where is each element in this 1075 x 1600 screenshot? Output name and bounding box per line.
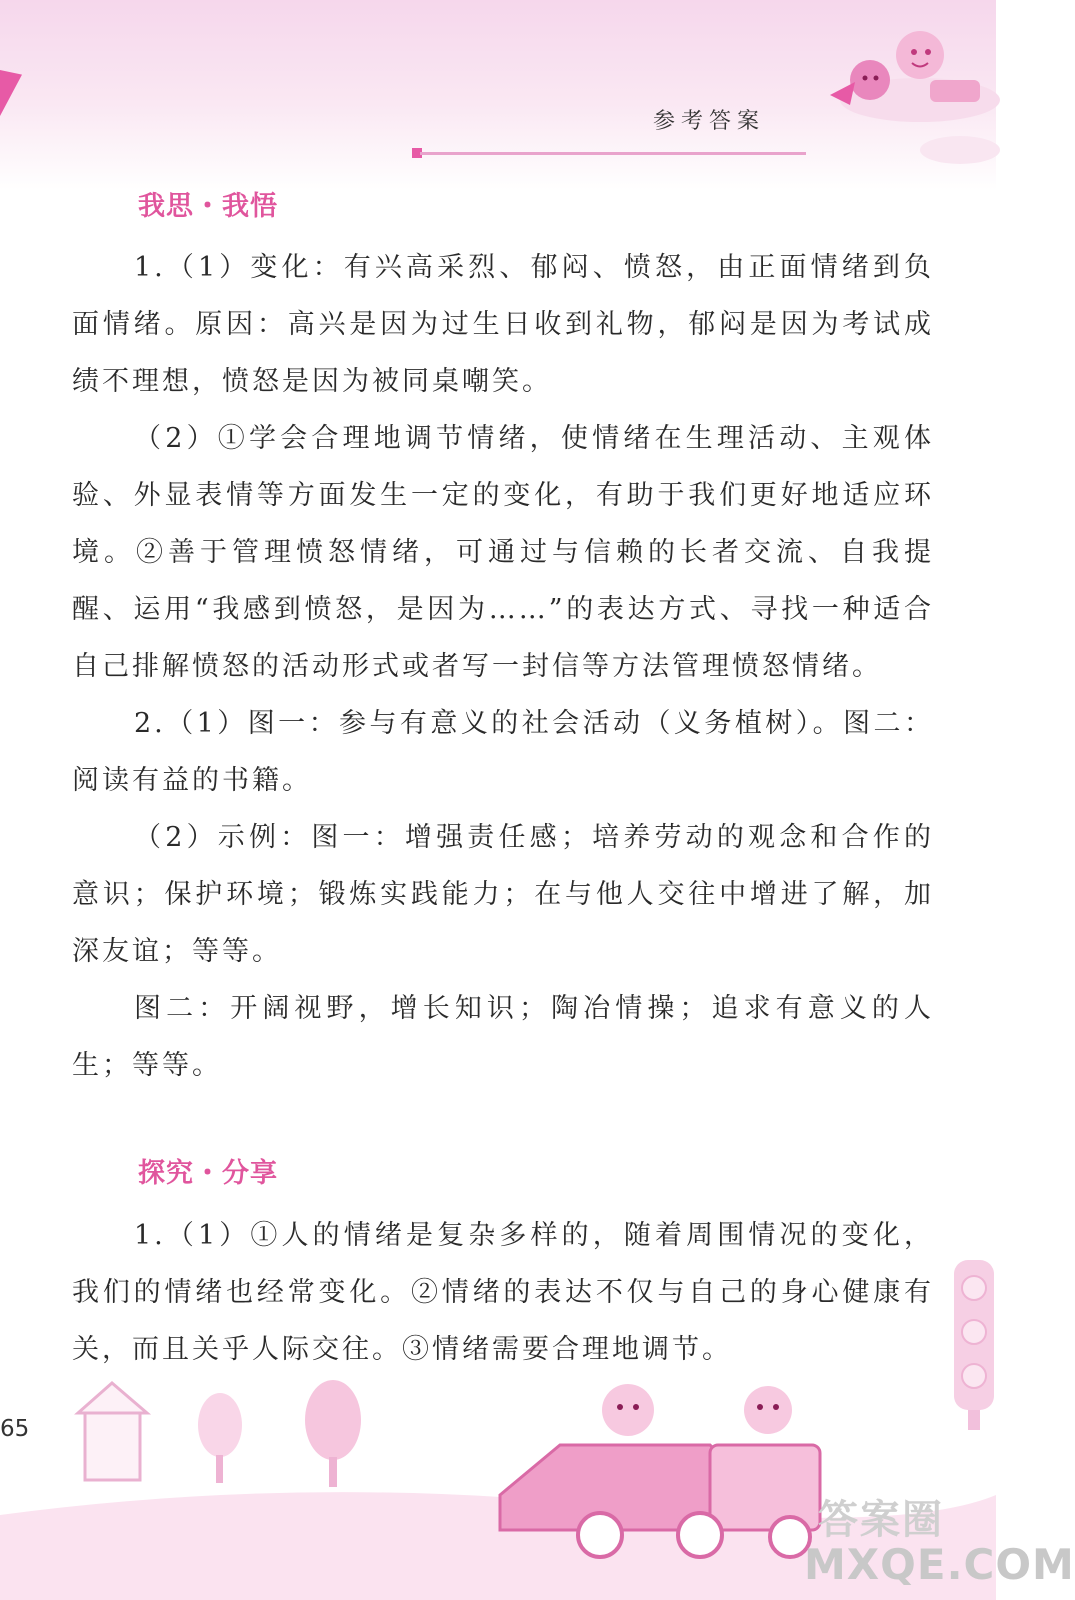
header-rule [420, 152, 806, 155]
page-number: 65 [0, 1416, 30, 1442]
section-body-reflection [72, 239, 934, 1094]
section-body-explore [72, 1207, 934, 1378]
watermark-url: MXQE.COM [804, 1540, 1075, 1589]
section-title-reflection: 我思・我悟 [138, 191, 278, 222]
paragraph: 1.（1）①人的情绪是复杂多样的，随着周围情况的变化，我们的情绪也经常变化。②情绪的表达不仅与自己的身心健康有关，而且关乎人际交往。③情绪需要合理地调节。 [72, 1220, 934, 1365]
paragraph: （2）示例：图一：增强责任感；培养劳动的观念和合作的意识；保护环境；锻炼实践能力；在与他人交往中增进了解，加深友谊；等等。 [72, 822, 934, 967]
paragraph: （2）①学会合理地调节情绪，使情绪在生理活动、主观体验、外显表情等方面发生一定的变化，有助于我们更好地适应环境。②善于管理愤怒情绪，可通过与信赖的长者交流、自我提醒、运用“我感到愤怒，是因为……”的表达方式、寻找一种适合自己排解愤怒的活动形式或者写一封信等方法管理愤怒情绪。 [72, 423, 934, 682]
children-cartoon-illustration [810, 0, 996, 190]
paragraph: 2.（1）图一：参与有意义的社会活动（义务植树）。图二：阅读有益的书籍。 [72, 708, 934, 796]
header-title: 参考答案 [653, 109, 766, 134]
paragraph: 1.（1）变化：有兴高采烈、郁闷、愤怒，由正面情绪到负面情绪。原因：高兴是因为过生日收到礼物，郁闷是因为考试成绩不理想，愤怒是因为被同桌嘲笑。 [72, 252, 934, 397]
watermark-text: 答案圈 [818, 1497, 944, 1543]
paragraph: 图二：开阔视野，增长知识；陶冶情操；追求有意义的人生；等等。 [72, 993, 934, 1081]
section-title-explore: 探究・分享 [138, 1158, 278, 1189]
